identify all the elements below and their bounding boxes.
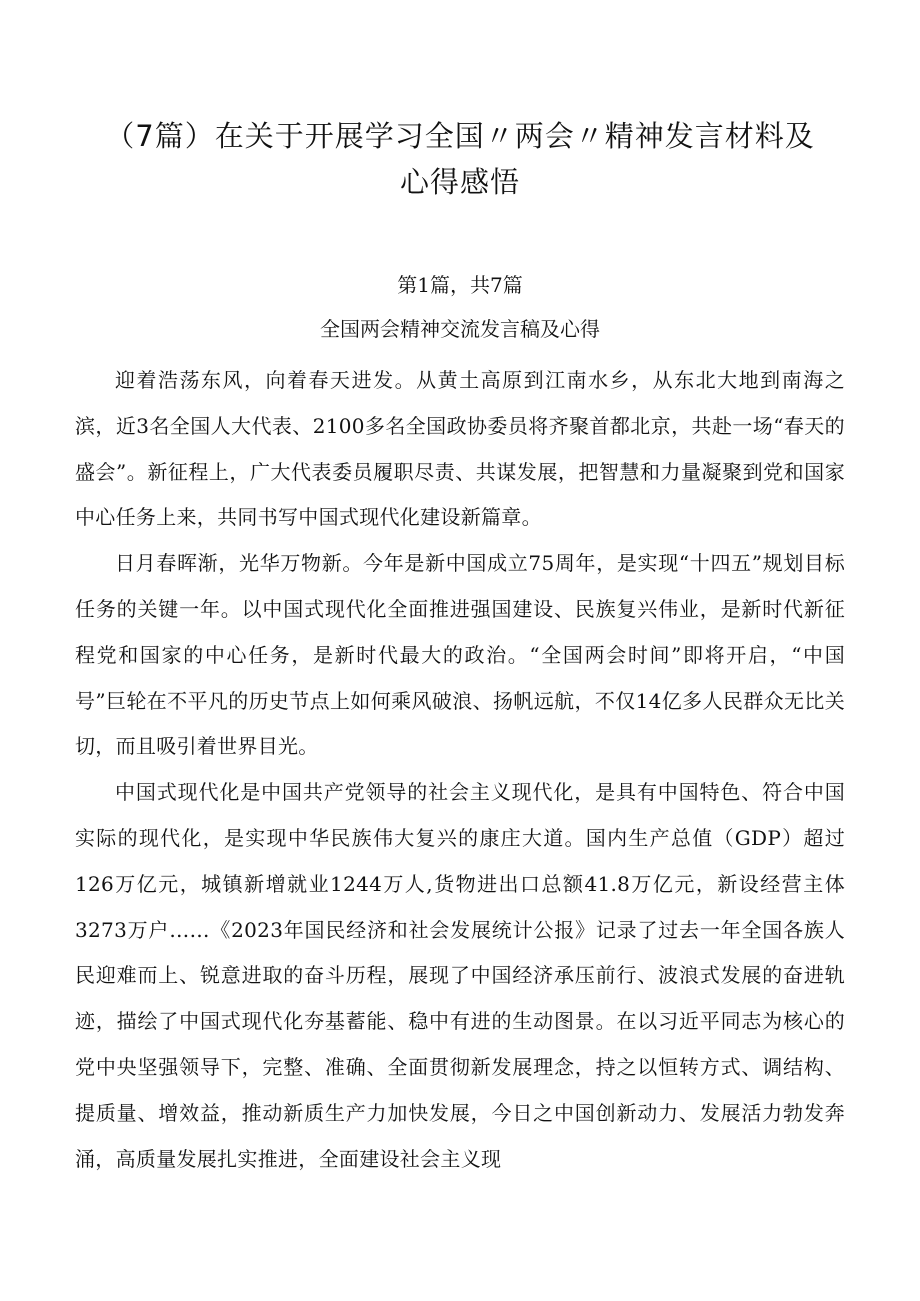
document-title-line-1: （7篇）在关于开展学习全国〃两会〃精神发言材料及 [105,119,815,153]
paragraph: 日月春晖渐，光华万物新。今年是新中国成立75周年，是实现“十四五”规划目标任务的关键一年。以中国式现代化全面推进强国建设、民族复兴伟业，是新时代新征程党和国家的中心任务，是新时代最大的政治。“全国两会时间”即将开启，“中国号”巨轮在不平凡的历史节点上如何乘风破浪、扬帆远航，不仅14亿多人民群众无比关切，而且吸引着世界目光。 [75,551,845,759]
paragraph: 迎着浩荡东风，向着春天进发。从黄土高原到江南水乡，从东北大地到南海之滨，近3名全国人大代表、2100多名全国政协委员将齐聚首都北京，共赴一场“春天的盛会”。新征程上，广大代表委员履职尽责、共谋发展，把智慧和力量凝聚到党和国家中心任务上来，共同书写中国式现代化建设新篇章。 [75,368,845,530]
part-label: 第1篇，共7篇 [397,273,523,297]
body-text [75,358,845,1182]
paragraph: 中国式现代化是中国共产党领导的社会主义现代化，是具有中国特色、符合中国实际的现代化，是实现中华民族伟大复兴的康庄大道。国内生产总值（GDP）超过126万亿元，城镇新增就业1244万人,货物进出口总额41.8万亿元，新设经营主体3273万户……《2023年国民经济和社会发展统计公报》记录了过去一年全国各族人民迎难而上、锐意进取的奋斗历程，展现了中国经济承压前行、波浪式发展的奋进轨迹，描绘了中国式现代化夯基蓄能、稳中有进的生动图景。在以习近平同志为核心的党中央坚强领导下，完整、准确、全面贯彻新发展理念，持之以恒转方式、调结构、提质量、增效益，推动新质生产力加快发展，今日之中国创新动力、发展活力勃发奔涌，高质量发展扎实推进，全面建设社会主义现 [75,780,845,1171]
section-heading: 全国两会精神交流发言稿及心得 [320,317,600,341]
document-title-line-2: 心得感悟 [399,165,520,199]
